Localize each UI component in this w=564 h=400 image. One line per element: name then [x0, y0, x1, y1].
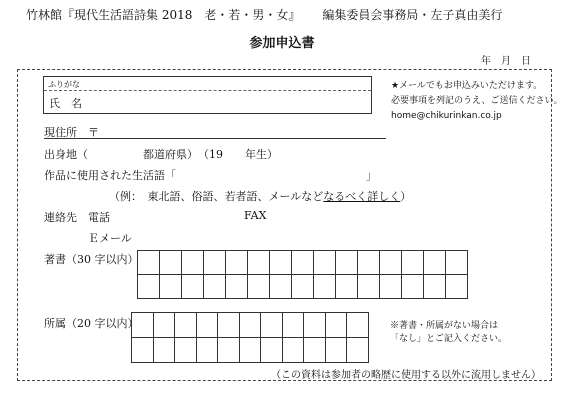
- affiliation-grid-cell[interactable]: [196, 313, 218, 338]
- books-grid-cell[interactable]: [182, 275, 204, 299]
- books-grid-cell[interactable]: [424, 275, 446, 299]
- affiliation-grid-cell[interactable]: [175, 313, 197, 338]
- affiliation-grid-cell[interactable]: [153, 313, 175, 338]
- affiliation-grid-cell[interactable]: [218, 313, 240, 338]
- affiliation-grid-cell[interactable]: [282, 313, 304, 338]
- affiliation-grid-cell[interactable]: [239, 313, 261, 338]
- affiliation-label: 所属（20 字以内）: [44, 317, 139, 330]
- books-grid-cell[interactable]: [226, 275, 248, 299]
- books-grid-cell[interactable]: [226, 251, 248, 275]
- books-grid-cell[interactable]: [446, 251, 468, 275]
- email-note-address: home@chikurinkan.co.jp: [391, 111, 502, 121]
- email-note-line2: 必要事項を列記のうえ、ご送信ください。: [391, 96, 563, 106]
- books-grid-cell[interactable]: [270, 275, 292, 299]
- affiliation-grid[interactable]: [131, 312, 369, 363]
- affiliation-grid-cell[interactable]: [261, 313, 283, 338]
- books-grid-cell[interactable]: [336, 275, 358, 299]
- affiliation-grid-cell[interactable]: [239, 338, 261, 363]
- books-grid-cell[interactable]: [358, 275, 380, 299]
- affiliation-grid-cell[interactable]: [304, 313, 326, 338]
- books-grid-cell[interactable]: [336, 251, 358, 275]
- affiliation-note-line2: 「なし」とご記入ください。: [390, 334, 508, 344]
- affiliation-grid-cell[interactable]: [325, 338, 347, 363]
- books-grid-cell[interactable]: [292, 275, 314, 299]
- privacy-footer: （この資料は参加者の略歴に使用する以外に流用しません）: [271, 370, 541, 381]
- dialect-close-bracket: 」: [366, 169, 377, 182]
- fax-label: FAX: [244, 209, 267, 222]
- books-grid-cell[interactable]: [402, 251, 424, 275]
- editorial-office: 編集委員会事務局・左子真由美行: [322, 8, 503, 22]
- books-label: 著書（30 字以内）: [44, 253, 139, 266]
- books-grid-cell[interactable]: [248, 275, 270, 299]
- books-grid-cell[interactable]: [204, 251, 226, 275]
- books-grid-cell[interactable]: [402, 275, 424, 299]
- affiliation-grid-cell[interactable]: [304, 338, 326, 363]
- affiliation-grid-cell[interactable]: [282, 338, 304, 363]
- books-grid-cell[interactable]: [314, 275, 336, 299]
- affiliation-grid-cell[interactable]: [153, 338, 175, 363]
- affiliation-grid-cell[interactable]: [261, 338, 283, 363]
- books-grid-cell[interactable]: [270, 251, 292, 275]
- example-emphasis: なるべく詳しく: [323, 190, 401, 203]
- books-grid-cell[interactable]: [160, 275, 182, 299]
- books-grid-cell[interactable]: [424, 251, 446, 275]
- address-underline[interactable]: [44, 138, 386, 139]
- publisher-title: 竹林館『現代生活語詩集 2018 老・若・男・女』: [26, 8, 301, 22]
- books-grid-cell[interactable]: [160, 251, 182, 275]
- affiliation-grid-cell[interactable]: [325, 313, 347, 338]
- books-grid-cell[interactable]: [358, 251, 380, 275]
- books-grid-cell[interactable]: [138, 275, 160, 299]
- affiliation-grid-row: [132, 313, 369, 338]
- date-labels: 年 月 日: [481, 56, 531, 67]
- contact-phone-label: 連絡先 電話: [44, 211, 110, 224]
- email-note: [391, 79, 563, 124]
- dialect-label: 作品に使用された生活語「: [44, 169, 176, 182]
- books-grid-row: [138, 275, 468, 299]
- form-header: [26, 6, 502, 23]
- form-title: 参加申込書: [249, 36, 315, 51]
- affiliation-note-line1: ※著書・所属がない場合は: [390, 321, 499, 331]
- books-grid-cell[interactable]: [182, 251, 204, 275]
- books-grid-cell[interactable]: [380, 251, 402, 275]
- books-grid-cell[interactable]: [138, 251, 160, 275]
- affiliation-grid-cell[interactable]: [218, 338, 240, 363]
- example-suffix: ）: [400, 190, 412, 203]
- affiliation-grid-cell[interactable]: [196, 338, 218, 363]
- affiliation-grid-row: [132, 338, 369, 363]
- email-note-line1: ★メールでもお申込みいただけます。: [391, 81, 543, 91]
- example-prefix: （例： 東北語、俗語、若者語、メールなど: [109, 190, 324, 203]
- affiliation-grid-cell[interactable]: [132, 338, 154, 363]
- books-grid-cell[interactable]: [446, 275, 468, 299]
- email-label: Ｅメール: [88, 232, 132, 245]
- books-grid-cell[interactable]: [204, 275, 226, 299]
- name-box[interactable]: [43, 76, 372, 114]
- books-grid-cell[interactable]: [314, 251, 336, 275]
- books-grid-cell[interactable]: [380, 275, 402, 299]
- affiliation-grid-cell[interactable]: [175, 338, 197, 363]
- affiliation-grid-cell[interactable]: [347, 313, 369, 338]
- affiliation-grid-cell[interactable]: [347, 338, 369, 363]
- name-label: 氏 名: [49, 97, 82, 110]
- furigana-divider: [44, 90, 371, 91]
- books-grid-cell[interactable]: [248, 251, 270, 275]
- address-label: 現住所 〒: [44, 126, 99, 139]
- dialect-example: [109, 188, 411, 204]
- books-grid-cell[interactable]: [292, 251, 314, 275]
- affiliation-note: [390, 320, 507, 346]
- furigana-label: ふりがな: [48, 80, 80, 89]
- books-grid[interactable]: [137, 250, 468, 299]
- affiliation-grid-cell[interactable]: [132, 313, 154, 338]
- birthplace-label: 出身地（ 都道府県） （19 年生）: [44, 148, 278, 161]
- books-grid-row: [138, 251, 468, 275]
